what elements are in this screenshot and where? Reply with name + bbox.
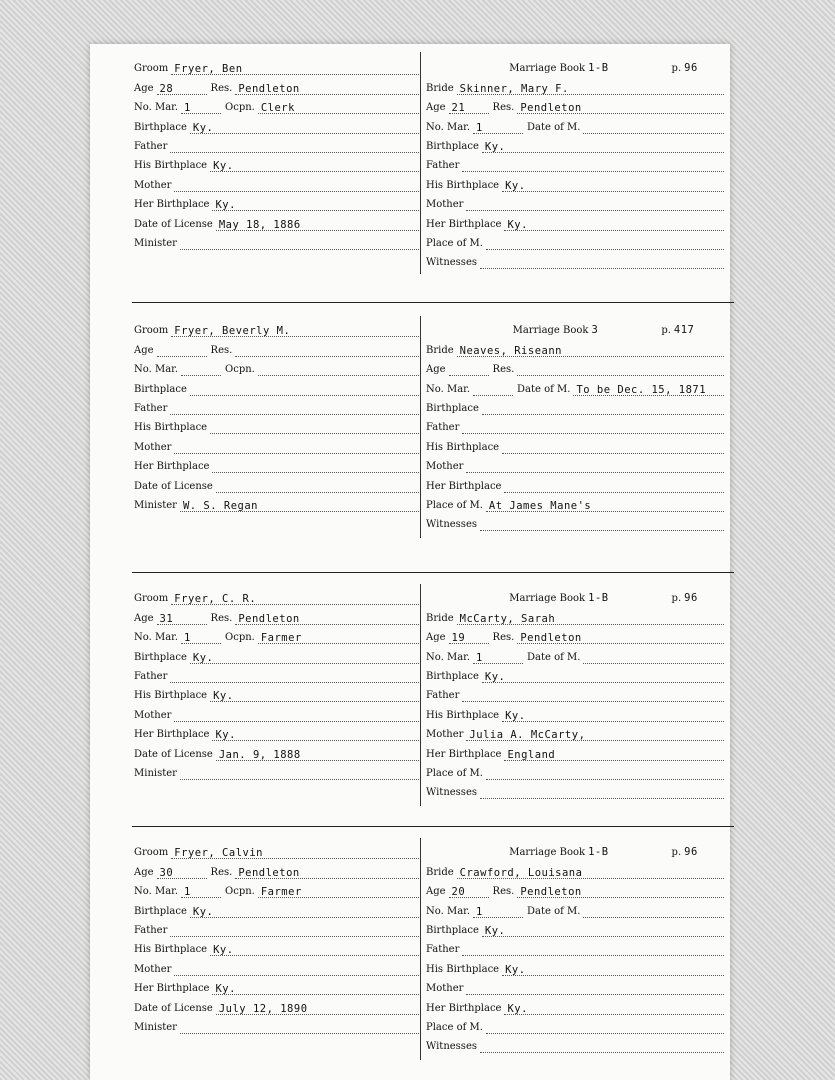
groom-age bbox=[157, 345, 163, 357]
bride-date-of-m bbox=[583, 906, 589, 918]
age-label: Age bbox=[426, 102, 446, 114]
bride-label: Bride bbox=[426, 344, 454, 356]
birthplace-label: Birthplace bbox=[134, 121, 187, 133]
her-birthplace-label: Her Birthplace bbox=[134, 461, 210, 473]
marriage-book-label: Marriage Book bbox=[509, 593, 586, 605]
bride-his-birthplace: Ky. bbox=[505, 709, 526, 722]
record-page bbox=[90, 44, 730, 1080]
father-label: Father bbox=[426, 690, 460, 702]
age-label: Age bbox=[426, 886, 446, 898]
bride-date-of-m: To be Dec. 15, 1871 bbox=[576, 383, 707, 396]
bride-res: Pendleton bbox=[520, 632, 582, 645]
minister-label: Minister bbox=[134, 237, 177, 249]
page-label: p. bbox=[671, 63, 682, 75]
bride-birthplace: Ky. bbox=[484, 670, 506, 683]
bride-label: Bride bbox=[426, 82, 454, 94]
bride-his-birthplace: Ky. bbox=[505, 179, 526, 192]
groom-age: 28 bbox=[159, 82, 174, 95]
marriage-book-page: 96 bbox=[684, 846, 698, 859]
father-label: Father bbox=[426, 422, 460, 434]
witnesses-label: Witnesses bbox=[426, 257, 477, 269]
groom-name: Fryer, Ben bbox=[174, 63, 243, 76]
groom-ocpn bbox=[258, 364, 264, 376]
groom-no-mar: 1 bbox=[184, 102, 191, 115]
ocpn-label: Ocpn. bbox=[225, 364, 255, 376]
birthplace-label: Birthplace bbox=[426, 924, 479, 936]
place-of-m-label: Place of M. bbox=[426, 1021, 483, 1033]
minister-label: Minister bbox=[134, 767, 177, 779]
his-birthplace-label: His Birthplace bbox=[426, 963, 500, 975]
res-label: Res. bbox=[210, 866, 233, 878]
bride-witnesses bbox=[480, 519, 486, 531]
his-birthplace-label: His Birthplace bbox=[134, 944, 208, 956]
groom-column bbox=[134, 840, 419, 1034]
her-birthplace-label: Her Birthplace bbox=[134, 983, 210, 995]
no-mar-label: No. Mar. bbox=[134, 632, 179, 644]
marriage-book-page: 96 bbox=[684, 592, 698, 605]
groom-res bbox=[235, 345, 241, 357]
bride-witnesses bbox=[480, 787, 486, 799]
groom-mother bbox=[174, 442, 180, 454]
bride-column bbox=[426, 586, 724, 799]
marriage-book-label: Marriage Book bbox=[512, 325, 589, 337]
groom-no-mar: 1 bbox=[184, 632, 191, 645]
groom-age: 30 bbox=[159, 866, 174, 879]
age-label: Age bbox=[426, 364, 446, 376]
his-birthplace-label: His Birthplace bbox=[426, 709, 500, 721]
date-of-license-label: Date of License bbox=[134, 218, 213, 230]
marriage-card-4 bbox=[90, 826, 730, 1066]
groom-his-birthplace: Ky. bbox=[213, 690, 234, 703]
groom-column bbox=[134, 586, 419, 780]
groom-name: Fryer, Beverly M. bbox=[174, 325, 291, 338]
no-mar-label: No. Mar. bbox=[426, 383, 471, 395]
res-label: Res. bbox=[210, 82, 233, 94]
bride-label: Bride bbox=[426, 866, 454, 878]
her-birthplace-label: Her Birthplace bbox=[426, 480, 502, 492]
birthplace-label: Birthplace bbox=[134, 383, 187, 395]
groom-label: Groom bbox=[134, 847, 169, 859]
groom-label: Groom bbox=[134, 325, 169, 337]
groom-res: Pendleton bbox=[238, 612, 300, 625]
groom-name: Fryer, C. R. bbox=[174, 593, 257, 606]
date-of-m-label: Date of M. bbox=[527, 651, 581, 663]
bride-birthplace bbox=[482, 403, 488, 415]
bride-name: McCarty, Sarah bbox=[459, 612, 556, 625]
mother-label: Mother bbox=[134, 441, 172, 453]
no-mar-label: No. Mar. bbox=[426, 651, 471, 663]
groom-res: Pendleton bbox=[238, 82, 300, 95]
groom-father bbox=[170, 403, 176, 415]
bride-name: Crawford, Louisana bbox=[459, 866, 583, 879]
age-label: Age bbox=[134, 344, 154, 356]
bride-name: Neaves, Riseann bbox=[459, 344, 562, 357]
groom-her-birthplace: Ky. bbox=[215, 983, 236, 996]
groom-birthplace: Ky. bbox=[192, 905, 214, 918]
father-label: Father bbox=[134, 402, 168, 414]
her-birthplace-label: Her Birthplace bbox=[426, 748, 502, 760]
his-birthplace-label: His Birthplace bbox=[134, 422, 208, 434]
bride-label: Bride bbox=[426, 612, 454, 624]
bride-father bbox=[462, 422, 468, 434]
bride-age: 19 bbox=[451, 632, 466, 645]
groom-minister bbox=[180, 768, 186, 780]
witnesses-label: Witnesses bbox=[426, 787, 477, 799]
card-divider bbox=[420, 52, 421, 274]
mother-label: Mother bbox=[134, 179, 172, 191]
marriage-book-page: 417 bbox=[673, 324, 695, 337]
groom-name: Fryer, Calvin bbox=[174, 847, 263, 860]
bride-place-of-m bbox=[486, 768, 492, 780]
place-of-m-label: Place of M. bbox=[426, 499, 483, 511]
bride-mother bbox=[466, 983, 472, 995]
marriage-book-value: 1-B bbox=[588, 62, 609, 75]
age-label: Age bbox=[134, 866, 154, 878]
no-mar-label: No. Mar. bbox=[134, 886, 179, 898]
bride-place-of-m: At James Mane's bbox=[488, 499, 592, 512]
birthplace-label: Birthplace bbox=[426, 670, 479, 682]
bride-father bbox=[462, 944, 468, 956]
card-top-rule bbox=[132, 572, 734, 573]
bride-his-birthplace bbox=[502, 442, 508, 454]
ocpn-label: Ocpn. bbox=[225, 632, 255, 644]
bride-no-mar: 1 bbox=[476, 121, 483, 134]
groom-minister bbox=[180, 1022, 186, 1034]
place-of-m-label: Place of M. bbox=[426, 767, 483, 779]
minister-label: Minister bbox=[134, 1021, 177, 1033]
father-label: Father bbox=[134, 140, 168, 152]
bride-her-birthplace bbox=[504, 481, 510, 493]
bride-birthplace: Ky. bbox=[484, 140, 506, 153]
bride-father bbox=[462, 690, 468, 702]
groom-her-birthplace: Ky. bbox=[215, 729, 236, 742]
no-mar-label: No. Mar. bbox=[426, 905, 471, 917]
his-birthplace-label: His Birthplace bbox=[134, 690, 208, 702]
no-mar-label: No. Mar. bbox=[426, 121, 471, 133]
bride-res bbox=[517, 364, 523, 376]
mother-label: Mother bbox=[426, 461, 464, 473]
ocpn-label: Ocpn. bbox=[225, 886, 255, 898]
birthplace-label: Birthplace bbox=[134, 651, 187, 663]
bride-her-birthplace: Ky. bbox=[507, 218, 528, 231]
groom-her-birthplace: Ky. bbox=[215, 199, 236, 212]
mother-label: Mother bbox=[426, 983, 464, 995]
groom-no-mar bbox=[181, 364, 187, 376]
card-divider bbox=[420, 838, 421, 1060]
page-label: p. bbox=[671, 593, 682, 605]
groom-ocpn: Farmer bbox=[260, 886, 302, 899]
marriage-book-label: Marriage Book bbox=[509, 847, 586, 859]
groom-date-of-license: Jan. 9, 1888 bbox=[218, 748, 301, 761]
groom-his-birthplace bbox=[210, 422, 216, 434]
her-birthplace-label: Her Birthplace bbox=[134, 199, 210, 211]
place-of-m-label: Place of M. bbox=[426, 237, 483, 249]
date-of-license-label: Date of License bbox=[134, 1002, 213, 1014]
mother-label: Mother bbox=[426, 729, 464, 741]
bride-mother: Julia A. McCarty, bbox=[469, 729, 586, 742]
marriage-card-2 bbox=[90, 302, 730, 542]
marriage-book-value: 1-B bbox=[588, 592, 609, 605]
groom-father bbox=[170, 141, 176, 153]
groom-res: Pendleton bbox=[238, 866, 300, 879]
groom-her-birthplace bbox=[212, 461, 218, 473]
witnesses-label: Witnesses bbox=[426, 519, 477, 531]
ocpn-label: Ocpn. bbox=[225, 102, 255, 114]
res-label: Res. bbox=[210, 612, 233, 624]
groom-mother bbox=[174, 710, 180, 722]
her-birthplace-label: Her Birthplace bbox=[426, 1002, 502, 1014]
witnesses-label: Witnesses bbox=[426, 1041, 477, 1053]
date-of-m-label: Date of M. bbox=[517, 383, 571, 395]
marriage-book-value: 3 bbox=[591, 324, 599, 337]
card-top-rule bbox=[132, 302, 734, 303]
bride-date-of-m bbox=[583, 122, 589, 134]
bride-age: 20 bbox=[451, 886, 466, 899]
groom-column bbox=[134, 318, 419, 512]
page-label: p. bbox=[671, 847, 682, 859]
groom-father bbox=[170, 671, 176, 683]
bride-no-mar: 1 bbox=[476, 905, 483, 918]
his-birthplace-label: His Birthplace bbox=[426, 441, 500, 453]
groom-minister bbox=[180, 238, 186, 250]
groom-date-of-license: May 18, 1886 bbox=[218, 218, 301, 231]
groom-date-of-license: July 12, 1890 bbox=[218, 1002, 308, 1015]
bride-mother bbox=[466, 199, 472, 211]
marriage-book-value: 1-B bbox=[588, 846, 609, 859]
card-top-rule bbox=[132, 826, 734, 827]
birthplace-label: Birthplace bbox=[134, 905, 187, 917]
father-label: Father bbox=[426, 944, 460, 956]
no-mar-label: No. Mar. bbox=[134, 364, 179, 376]
groom-label: Groom bbox=[134, 63, 169, 75]
groom-birthplace: Ky. bbox=[192, 651, 214, 664]
marriage-book-page: 96 bbox=[684, 62, 698, 75]
date-of-m-label: Date of M. bbox=[527, 905, 581, 917]
res-label: Res. bbox=[492, 632, 515, 644]
bride-age bbox=[449, 364, 455, 376]
bride-date-of-m bbox=[583, 652, 589, 664]
bride-her-birthplace: Ky. bbox=[507, 1002, 528, 1015]
bride-column bbox=[426, 56, 724, 269]
bride-column bbox=[426, 840, 724, 1053]
groom-mother bbox=[174, 964, 180, 976]
date-of-license-label: Date of License bbox=[134, 480, 213, 492]
groom-no-mar: 1 bbox=[184, 886, 191, 899]
bride-mother bbox=[466, 461, 472, 473]
res-label: Res. bbox=[210, 344, 233, 356]
res-label: Res. bbox=[492, 364, 515, 376]
age-label: Age bbox=[426, 632, 446, 644]
date-of-license-label: Date of License bbox=[134, 748, 213, 760]
groom-column bbox=[134, 56, 419, 250]
groom-birthplace bbox=[190, 384, 196, 396]
groom-ocpn: Clerk bbox=[260, 102, 295, 115]
bride-father bbox=[462, 160, 468, 172]
groom-ocpn: Farmer bbox=[260, 632, 302, 645]
mother-label: Mother bbox=[134, 709, 172, 721]
res-label: Res. bbox=[492, 886, 515, 898]
bride-no-mar bbox=[473, 384, 479, 396]
page-label: p. bbox=[661, 325, 671, 337]
marriage-card-3 bbox=[90, 572, 730, 812]
bride-her-birthplace: England bbox=[507, 748, 556, 761]
birthplace-label: Birthplace bbox=[426, 140, 479, 152]
bride-age: 21 bbox=[451, 102, 466, 115]
groom-father bbox=[170, 925, 176, 937]
her-birthplace-label: Her Birthplace bbox=[134, 729, 210, 741]
marriage-card-1 bbox=[90, 44, 730, 284]
bride-column bbox=[426, 318, 724, 531]
bride-his-birthplace: Ky. bbox=[505, 963, 526, 976]
card-divider bbox=[420, 584, 421, 806]
his-birthplace-label: His Birthplace bbox=[134, 160, 208, 172]
bride-witnesses bbox=[480, 257, 486, 269]
her-birthplace-label: Her Birthplace bbox=[426, 218, 502, 230]
father-label: Father bbox=[426, 160, 460, 172]
age-label: Age bbox=[134, 82, 154, 94]
minister-label: Minister bbox=[134, 499, 177, 511]
no-mar-label: No. Mar. bbox=[134, 102, 179, 114]
mother-label: Mother bbox=[134, 963, 172, 975]
groom-his-birthplace: Ky. bbox=[213, 944, 234, 957]
bride-witnesses bbox=[480, 1041, 486, 1053]
groom-minister: W. S. Regan bbox=[182, 499, 258, 512]
bride-place-of-m bbox=[486, 238, 492, 250]
groom-birthplace: Ky. bbox=[192, 121, 214, 134]
groom-label: Groom bbox=[134, 593, 169, 605]
groom-his-birthplace: Ky. bbox=[213, 160, 234, 173]
bride-name: Skinner, Mary F. bbox=[459, 82, 569, 95]
bride-res: Pendleton bbox=[520, 886, 582, 899]
bride-birthplace: Ky. bbox=[484, 924, 506, 937]
father-label: Father bbox=[134, 924, 168, 936]
father-label: Father bbox=[134, 670, 168, 682]
his-birthplace-label: His Birthplace bbox=[426, 179, 500, 191]
date-of-m-label: Date of M. bbox=[527, 121, 581, 133]
groom-mother bbox=[174, 180, 180, 192]
bride-no-mar: 1 bbox=[476, 651, 483, 664]
marriage-book-label: Marriage Book bbox=[509, 63, 586, 75]
res-label: Res. bbox=[492, 102, 515, 114]
age-label: Age bbox=[134, 612, 154, 624]
bride-place-of-m bbox=[486, 1022, 492, 1034]
card-divider bbox=[420, 316, 421, 538]
birthplace-label: Birthplace bbox=[426, 402, 479, 414]
bride-res: Pendleton bbox=[520, 102, 582, 115]
groom-age: 31 bbox=[159, 612, 174, 625]
groom-date-of-license bbox=[216, 481, 222, 493]
mother-label: Mother bbox=[426, 199, 464, 211]
